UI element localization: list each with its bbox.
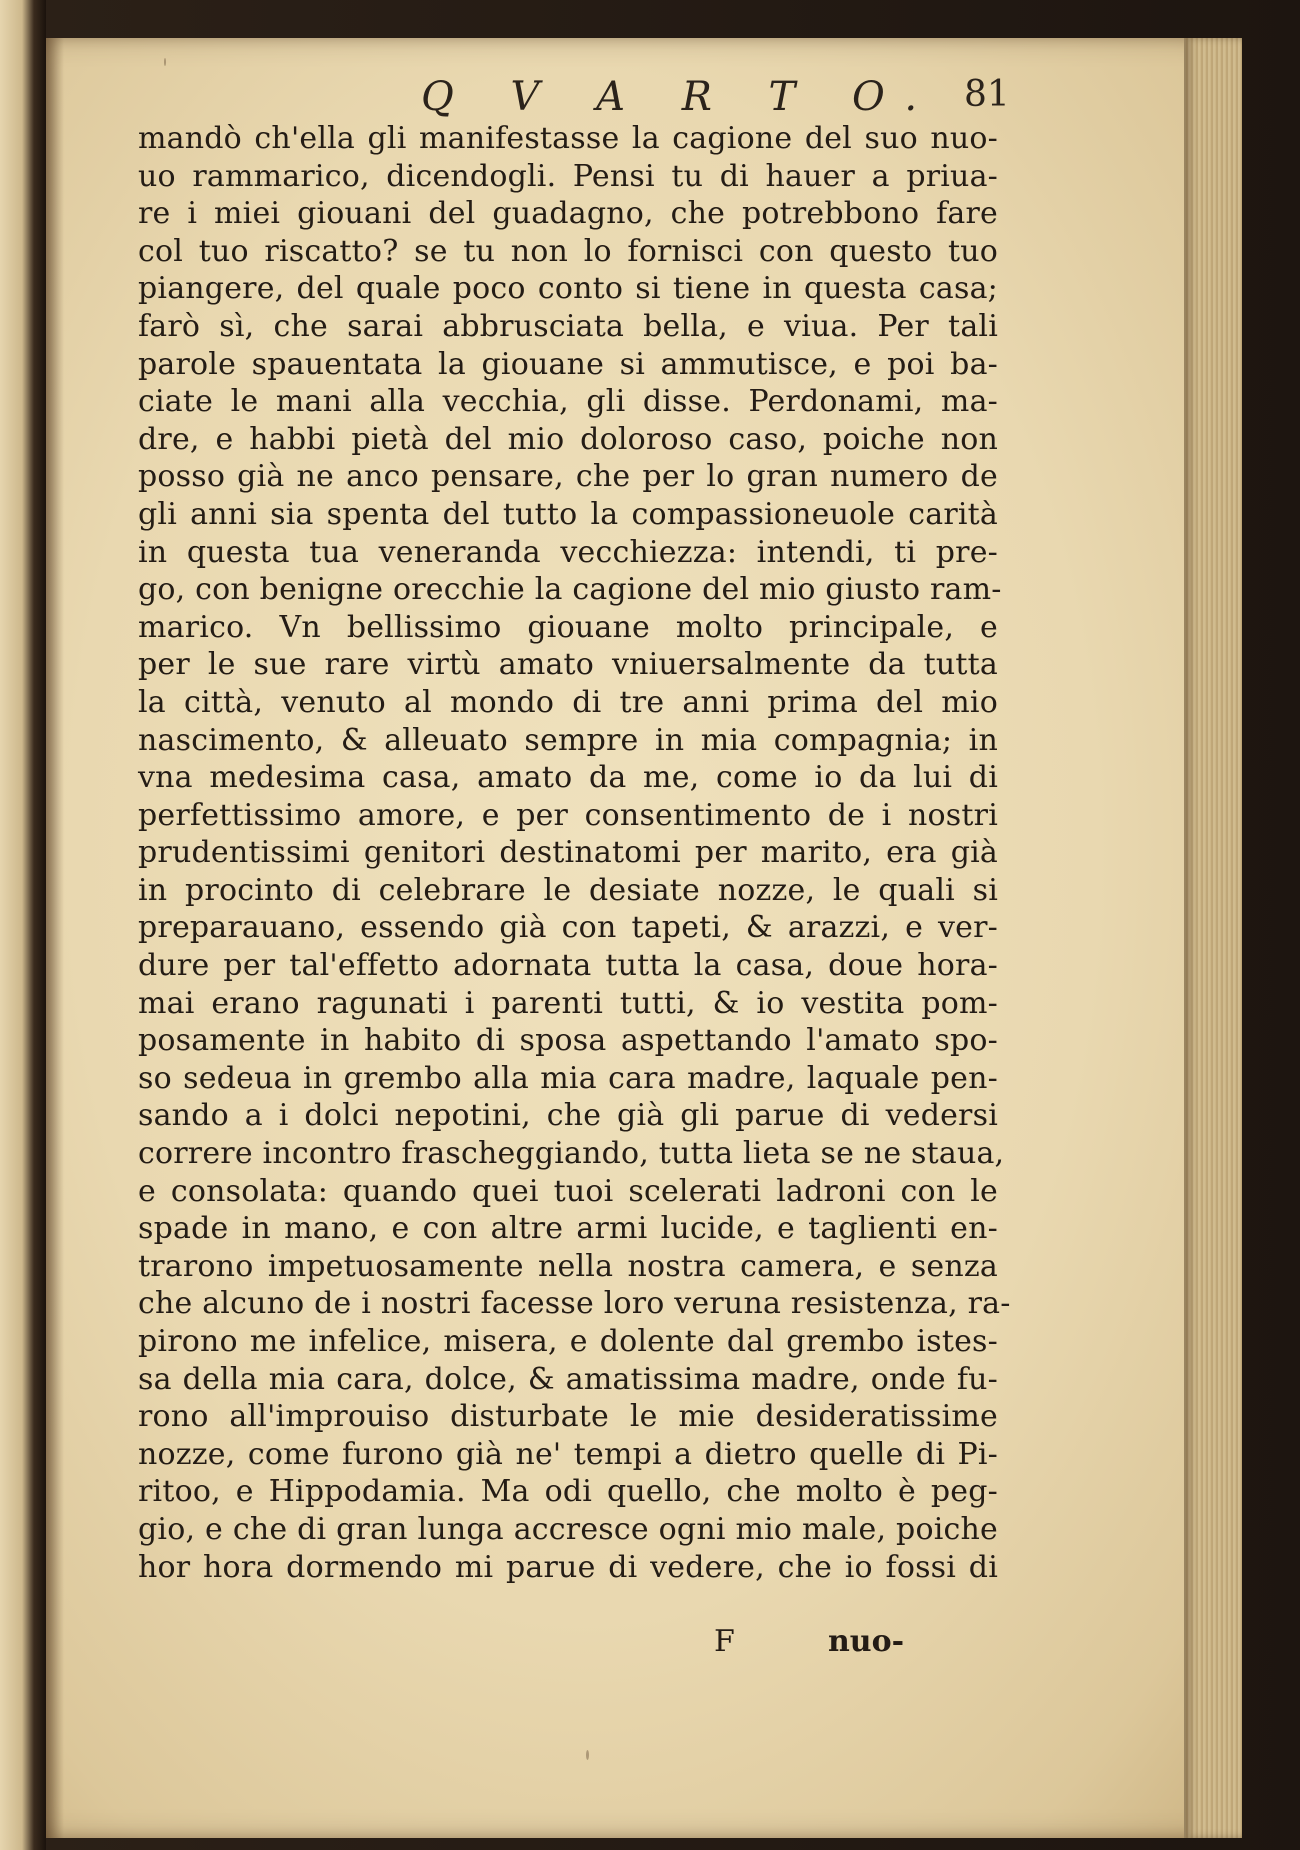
page-footer	[46, 1624, 1242, 1664]
text-line: piangere, del quale poco conto si tiene in questa casa;	[138, 271, 998, 307]
text-line: prudentissimi genitori destinatomi per marito, era già	[138, 835, 998, 871]
text-line: so sedeua in grembo alla mia cara madre, laquale pen-	[138, 1060, 998, 1096]
text-line: farò sì, che sarai abbrusciata bella, e viua. Per tali	[138, 308, 998, 344]
text-line: hor hora dormendo mi parue di vedere, che io fossi di	[138, 1549, 998, 1585]
ink-speck	[164, 58, 166, 66]
page-header	[46, 74, 1242, 124]
text-line: col tuo riscatto? se tu non lo fornisci con questo tuo	[138, 233, 998, 269]
text-line: mandò ch'ella gli manifestasse la cagione del suo nuo-	[138, 121, 998, 156]
text-line: gio, e che di gran lunga accresce ogni mio male, poiche	[138, 1511, 998, 1547]
catchword: nuo-	[828, 1624, 905, 1659]
text-line: nascimento, & alleuato sempre in mia compagnia; in	[138, 722, 998, 758]
text-line: la città, venuto al mondo di tre anni prima del mio	[138, 684, 998, 720]
text-line: in questa tua veneranda vecchiezza: intendi, ti pre-	[138, 534, 998, 570]
text-line: ciate le mani alla vecchia, gli disse. Perdonami, ma-	[138, 384, 998, 420]
text-line: rono all'improuiso disturbate le mie desideratissime	[138, 1399, 998, 1435]
text-line: re i miei giouani del guadagno, che potrebbono fare	[138, 196, 998, 232]
facing-page-edge	[0, 0, 46, 1850]
body-text	[138, 120, 1011, 1586]
text-line: parole spauentata la giouane si ammutisce, e poi ba-	[138, 346, 998, 382]
text-line: mai erano ragunati i parenti tutti, & io vestita pom-	[138, 985, 998, 1021]
text-line: go, con benigne orecchie la cagione del mio giusto ram-	[138, 572, 1002, 608]
text-line: sando a i dolci nepotini, che già gli parue di vedersi	[138, 1098, 998, 1134]
text-line: dre, e habbi pietà del mio doloroso caso, poiche non	[138, 421, 998, 457]
text-line: posso già ne anco pensare, che per lo gran numero de	[138, 459, 998, 495]
text-line: correre incontro frascheggiando, tutta lieta se ne staua,	[138, 1136, 1005, 1172]
text-line: perfettissimo amore, e per consentimento de i nostri	[138, 797, 998, 833]
text-line: uo rammarico, dicendogli. Pensi tu di hauer a priua-	[138, 158, 998, 194]
page-number: 81	[964, 74, 1010, 115]
text-line: spade in mano, e con altre armi lucide, e taglienti en-	[138, 1211, 998, 1247]
text-line: marico. Vn bellissimo giouane molto principale, e	[138, 609, 998, 645]
ink-speck	[586, 1750, 589, 1760]
text-line: nozze, come furono già ne' tempi a dietro quelle di Pi-	[138, 1436, 998, 1472]
text-line: gli anni sia spenta del tutto la compassioneuole carità	[138, 496, 998, 532]
text-line: ritoo, e Hippodamia. Ma odi quello, che molto è peg-	[138, 1474, 998, 1510]
text-line: trarono impetuosamente nella nostra camera, e senza	[138, 1248, 998, 1284]
text-line: sa della mia cara, dolce, & amatissima madre, onde fu-	[138, 1361, 998, 1397]
text-line: in procinto di celebrare le desiate nozze, le quali si	[138, 872, 998, 908]
text-line: dure per tal'effetto adornata tutta la casa, doue hora-	[138, 948, 998, 984]
text-line: posamente in habito di sposa aspettando l'amato spo-	[138, 1023, 998, 1059]
page-stack-edge	[1184, 38, 1242, 1838]
text-line: pirono me infelice, misera, e dolente dal grembo istes-	[138, 1324, 998, 1359]
text-line: per le sue rare virtù amato vniuersalmente da tutta	[138, 647, 998, 683]
text-line: vna medesima casa, amato da me, come io da lui di	[138, 760, 998, 796]
text-line: preparauano, essendo già con tapeti, & arazzi, e ver-	[138, 910, 998, 946]
text-line: che alcuno de i nostri facesse loro veruna resistenza, ra-	[138, 1286, 1011, 1322]
book-page	[46, 38, 1242, 1838]
running-title: Q V A R T O.	[421, 74, 940, 120]
page-gutter-shadow	[46, 38, 64, 1838]
signature-mark: F	[714, 1624, 735, 1659]
text-line: e consolata: quando quei tuoi scelerati ladroni con le	[138, 1173, 998, 1209]
